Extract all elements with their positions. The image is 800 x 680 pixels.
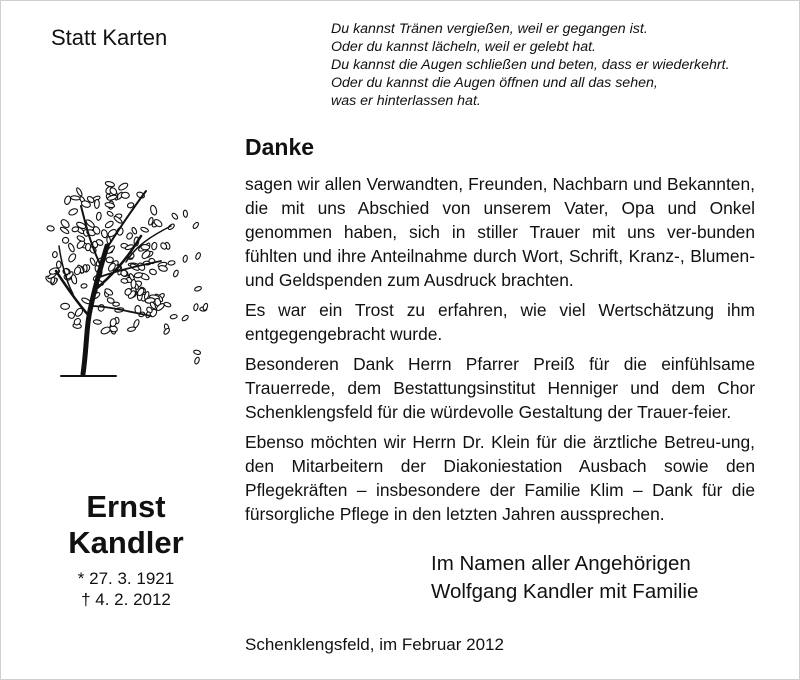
thanks-paragraph: Es war ein Trost zu erfahren, wie viel Wertschätzung ihm entgegengebracht wurde. [245,300,755,344]
tree-icon [31,166,211,386]
thanks-paragraph: Ebenso möchten wir Herrn Dr. Klein für die ärztliche Betreu-ung, den Mitarbeitern der Diakoniestation Ausbach sowie den Pflegekräften – insbesondere der Familie Klim – Dank für die fürsorgliche Pflege in den letzten Jahren aussprechen. [245,432,755,524]
life-dates [61,568,191,610]
poem-line: Oder du kannst die Augen öffnen und all das sehen, [331,75,658,91]
birth-date: * 27. 3. 1921 [77,569,175,588]
deceased-name [31,489,221,561]
poem [331,20,781,110]
poem-line: was er hinterlassen hat. [331,93,481,109]
poem-line: Oder du kannst lächeln, weil er gelebt hat. [331,39,596,55]
thanks-paragraph: sagen wir allen Verwandten, Freunden, Nachbarn und Bekannten, die mit uns Abschied von unserem Vater, Opa und Onkel genommen haben, sich in stiller Trauer mit uns ver-bunden fühlten und ihre Anteilnahme durch Wort, Schrift, Kranz-, Blumen- und Geldspenden zum Ausdruck brachten. [245,174,755,290]
signature-line-2: Wolfgang Kandler mit Familie [431,580,699,603]
thanks-title: Danke [245,134,315,160]
poem-line: Du kannst die Augen schließen und beten, dass er wiederkehrt. [331,57,730,73]
thanks-body [245,172,755,532]
deceased-first-name: Ernst [86,489,166,524]
poem-line: Du kannst Tränen vergießen, weil er gegangen ist. [331,21,648,37]
signature-line-1: Im Namen aller Angehörigen [431,552,691,575]
death-date: † 4. 2. 2012 [81,590,171,609]
signature [431,550,771,606]
thanks-paragraph: Besonderen Dank Herrn Pfarrer Preiß für die einfühlsame Trauerrede, dem Bestattungsinstitut Henniger und dem Chor Schenklengsfeld für die würdevolle Gestaltung der Trauer-feier. [245,354,755,422]
header-statt-karten: Statt Karten [51,25,168,50]
deceased-last-name: Kandler [68,525,184,560]
place-date: Schenklengsfeld, im Februar 2012 [245,635,504,654]
